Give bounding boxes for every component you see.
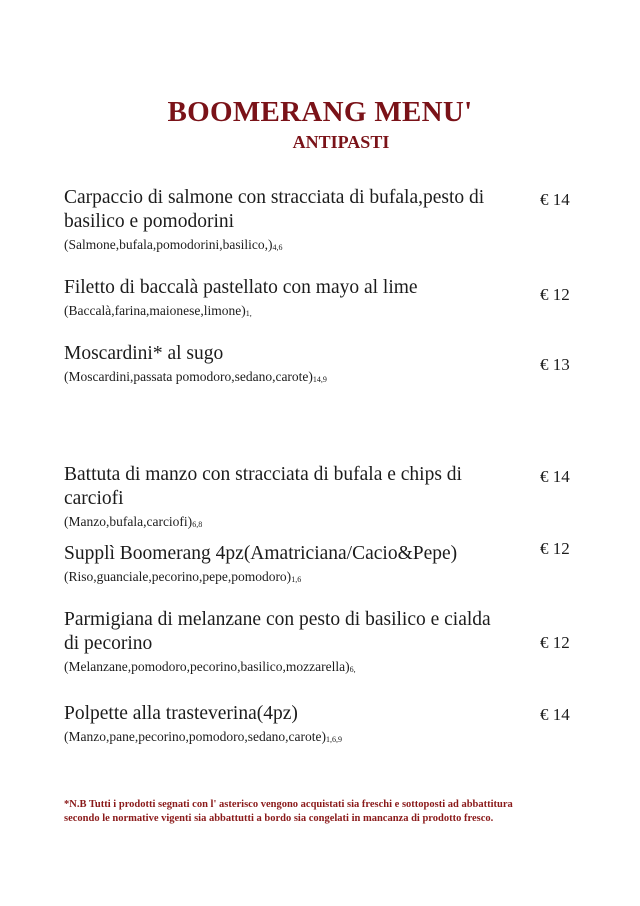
item-price: € 12	[540, 539, 570, 558]
item-allergens: 1,	[245, 309, 252, 318]
menu-title: BOOMERANG MENU'	[167, 96, 473, 128]
item-ingredients: $(Manzo,bufala,carciofi)_{6,8}$	[64, 514, 203, 529]
menu-item	[64, 542, 504, 589]
menu-item	[64, 608, 504, 679]
item-price: € 12	[540, 633, 570, 652]
item-name: Polpette alla trasteverina(4pz)	[64, 703, 298, 724]
item-price: € 14	[540, 467, 570, 486]
item-allergens: 1,6,9	[326, 735, 343, 744]
item-allergens: 1,6	[291, 575, 302, 584]
item-name: Supplì Boomerang 4pz(Amatriciana/Cacio&Pepe)	[64, 543, 458, 564]
menu-item	[64, 186, 504, 257]
menu-item	[64, 276, 504, 323]
item-ingredients: (Moscardini,passata $pomodoro,sedano,carote)_{14,9}$	[64, 369, 327, 384]
menu-item	[64, 463, 504, 534]
item-price: € 12	[540, 285, 570, 304]
item-ingredients: $(Melanzane,pomodoro,pecorino,basilico,mozzarella)_{6,}$	[64, 659, 356, 674]
footnote: *N.B Tutti i prodotti segnati con l' asterisco vengono acquistati sia freschi e sottoposti ad abbattitura secondo le normative vigenti sia abbattutti a bordo sia congelati in mancanza di prodotto fresco.	[64, 799, 513, 824]
item-name: Moscardini* al sugo	[64, 343, 224, 364]
item-name: Battuta di manzo con stracciata di bufala e chips di carciofi	[64, 464, 462, 509]
item-price: € 13	[540, 355, 570, 374]
item-allergens: 6,	[349, 665, 356, 674]
item-allergens: 6,8	[192, 520, 203, 529]
item-price: € 14	[540, 190, 570, 209]
item-allergens: 14,9	[312, 375, 327, 384]
item-ingredients: $(Baccalà,farina,maionese,limone)_{1,}$	[64, 303, 252, 318]
section-title: ANTIPASTI	[292, 132, 390, 152]
item-ingredients: $(Manzo,pane,pecorino,pomodoro,sedano,carote)_{1,6,9}$	[64, 729, 343, 744]
item-ingredients: $(Salmone,bufala,pomodorini,basilico,)_{4,6}$	[64, 237, 283, 252]
item-price: € 14	[540, 705, 570, 724]
item-allergens: 4,6	[272, 243, 283, 252]
item-ingredients: $(Riso,guanciale,pecorino,pepe,pomodoro)_{1,6}$	[64, 569, 302, 584]
menu-item	[64, 702, 504, 749]
item-name: Filetto di baccalà pastellato con mayo al lime	[64, 277, 418, 298]
menu-item	[64, 342, 504, 389]
item-name: Parmigiana di melanzane con pesto di basilico e cialda di pecorino	[64, 609, 491, 654]
item-name: Carpaccio di salmone con stracciata di bufala,pesto di basilico e pomodorini	[64, 187, 485, 232]
